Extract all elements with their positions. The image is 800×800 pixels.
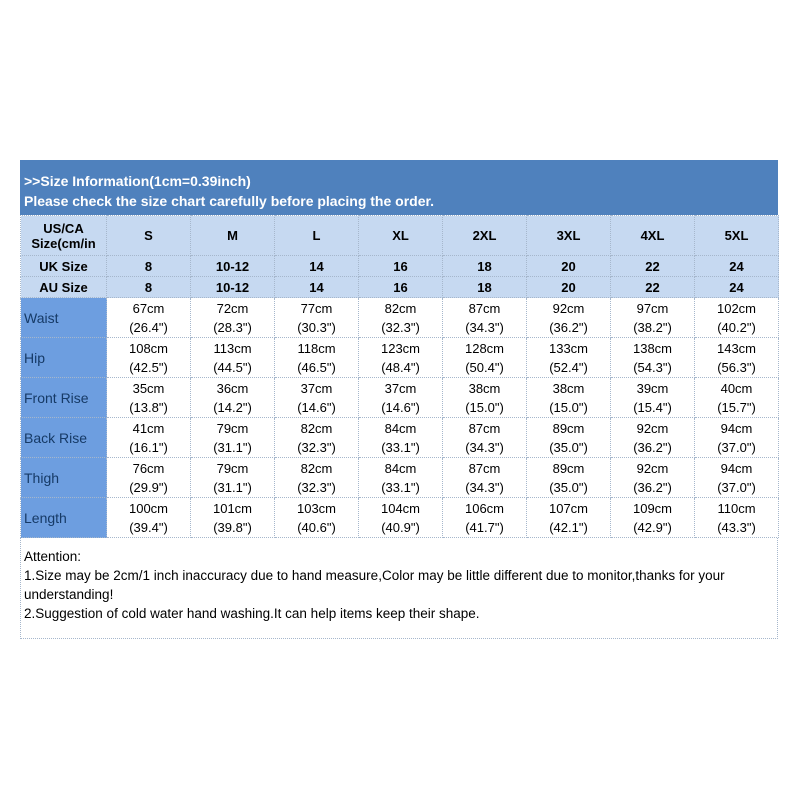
cm-value: 87cm: [468, 460, 501, 476]
size-cell: 5XL: [695, 216, 779, 256]
size-cell: XL: [359, 216, 443, 256]
inch-value: (56.3"): [717, 359, 756, 375]
measurement-cell: [443, 338, 527, 378]
cm-value: 102cm: [716, 300, 757, 316]
measurement-cell: [359, 378, 443, 418]
measurement-row: [21, 298, 779, 338]
cm-value: 82cm: [300, 460, 333, 476]
measurement-cell: [275, 378, 359, 418]
size-cell: L: [275, 216, 359, 256]
measurement-row: [21, 418, 779, 458]
measurement-cell: [611, 498, 695, 538]
inch-value: (15.0"): [549, 399, 588, 415]
inch-value: (14.6"): [297, 399, 336, 415]
measurement-cell: [107, 418, 191, 458]
inch-value: (33.1"): [381, 439, 420, 455]
inch-value: (15.4"): [633, 399, 672, 415]
cm-value: 82cm: [300, 420, 333, 436]
measurement-cell: [695, 298, 779, 338]
inch-value: (54.3"): [633, 359, 672, 375]
inch-value: (36.2"): [633, 479, 672, 495]
size-cell: S: [107, 216, 191, 256]
cm-value: 108cm: [128, 340, 169, 356]
size-cell: 8: [107, 277, 191, 298]
cm-value: 87cm: [468, 300, 501, 316]
measurement-cell: [107, 378, 191, 418]
size-row-label: AU Size: [21, 277, 107, 298]
size-cell: 14: [275, 277, 359, 298]
inch-value: (48.4"): [381, 359, 420, 375]
inch-value: (14.2"): [213, 399, 252, 415]
chart-header: [20, 160, 778, 215]
inch-value: (40.2"): [717, 319, 756, 335]
measurement-label: Hip: [21, 338, 107, 378]
cm-value: 118cm: [297, 340, 336, 356]
inch-value: (15.7"): [717, 399, 756, 415]
cm-value: 40cm: [720, 380, 753, 396]
cm-value: 109cm: [632, 500, 673, 516]
cm-value: 104cm: [380, 500, 421, 516]
inch-value: (29.9"): [129, 479, 168, 495]
measurement-cell: [359, 338, 443, 378]
measurement-cell: [107, 458, 191, 498]
cm-value: 89cm: [552, 420, 585, 436]
cm-value: 94cm: [720, 460, 753, 476]
measurement-cell: [191, 378, 275, 418]
cm-value: 133cm: [548, 340, 589, 356]
header-title: >>Size Information(1cm=0.39inch): [24, 173, 251, 189]
inch-value: (46.5"): [297, 359, 336, 375]
header-subtitle: Please check the size chart carefully before placing the order.: [24, 193, 435, 209]
size-cell: 20: [527, 256, 611, 277]
size-cell: 22: [611, 277, 695, 298]
measurement-cell: [191, 338, 275, 378]
attention-note-1: 1.Size may be 2cm/1 inch inaccuracy due to hand measure,Color may be little different due to monitor,thanks for your understanding!: [24, 568, 725, 602]
measurement-cell: [275, 498, 359, 538]
cm-value: 79cm: [216, 420, 249, 436]
measurement-row: [21, 338, 779, 378]
measurement-cell: [527, 418, 611, 458]
cm-value: 38cm: [552, 380, 585, 396]
size-cell: 14: [275, 256, 359, 277]
measurement-cell: [695, 418, 779, 458]
measurement-cell: [359, 498, 443, 538]
measurement-cell: [107, 498, 191, 538]
size-cell: 16: [359, 256, 443, 277]
inch-value: (34.3"): [465, 479, 504, 495]
inch-value: (40.9"): [381, 519, 420, 535]
inch-value: (26.4"): [129, 319, 168, 335]
measurement-cell: [611, 378, 695, 418]
size-cell: 3XL: [527, 216, 611, 256]
size-row: [21, 277, 779, 298]
cm-value: 97cm: [636, 300, 669, 316]
cm-value: 143cm: [716, 340, 757, 356]
cm-value: 82cm: [384, 300, 417, 316]
inch-value: (36.2"): [549, 319, 588, 335]
size-cell: M: [191, 216, 275, 256]
cm-value: 36cm: [216, 380, 249, 396]
size-cell: 4XL: [611, 216, 695, 256]
measurement-cell: [527, 498, 611, 538]
inch-value: (31.1"): [213, 479, 252, 495]
measurement-cell: [359, 458, 443, 498]
measurement-cell: [695, 378, 779, 418]
cm-value: 84cm: [384, 460, 417, 476]
cm-value: 100cm: [128, 500, 169, 516]
attention-title: Attention:: [24, 549, 82, 564]
measurement-cell: [443, 458, 527, 498]
inch-value: (36.2"): [633, 439, 672, 455]
cm-value: 128cm: [464, 340, 505, 356]
measurement-cell: [527, 458, 611, 498]
inch-value: (41.7"): [465, 519, 504, 535]
cm-value: 37cm: [300, 380, 333, 396]
measurement-cell: [611, 298, 695, 338]
cm-value: 89cm: [552, 460, 585, 476]
cm-value: 37cm: [384, 380, 417, 396]
size-cell: 8: [107, 256, 191, 277]
inch-value: (15.0"): [465, 399, 504, 415]
measurement-label: Front Rise: [21, 378, 107, 418]
measurement-cell: [527, 378, 611, 418]
cm-value: 107cm: [548, 500, 589, 516]
size-row-label: US/CA Size(cm/in: [21, 216, 107, 256]
measurement-cell: [191, 498, 275, 538]
inch-value: (52.4"): [549, 359, 588, 375]
measurement-row: [21, 378, 779, 418]
measurement-cell: [611, 418, 695, 458]
inch-value: (32.3"): [297, 479, 336, 495]
measurement-cell: [107, 338, 191, 378]
measurement-cell: [443, 498, 527, 538]
inch-value: (42.1"): [549, 519, 588, 535]
inch-value: (16.1"): [129, 439, 168, 455]
inch-value: (28.3"): [213, 319, 252, 335]
cm-value: 103cm: [296, 500, 337, 516]
inch-value: (32.3"): [297, 439, 336, 455]
inch-value: (42.5"): [129, 359, 168, 375]
measurement-cell: [191, 298, 275, 338]
cm-value: 123cm: [380, 340, 421, 356]
size-cell: 16: [359, 277, 443, 298]
measurement-label: Waist: [21, 298, 107, 338]
cm-value: 76cm: [132, 460, 165, 476]
measurement-cell: [611, 338, 695, 378]
inch-value: (35.0"): [549, 479, 588, 495]
cm-value: 39cm: [636, 380, 669, 396]
measurement-cell: [275, 418, 359, 458]
cm-value: 84cm: [384, 420, 417, 436]
size-cell: 2XL: [443, 216, 527, 256]
cm-value: 94cm: [720, 420, 753, 436]
inch-value: (44.5"): [213, 359, 252, 375]
measurement-cell: [527, 338, 611, 378]
size-cell: 22: [611, 256, 695, 277]
inch-value: (32.3"): [381, 319, 420, 335]
cm-value: 72cm: [216, 300, 249, 316]
inch-value: (35.0"): [549, 439, 588, 455]
inch-value: (43.3"): [717, 519, 756, 535]
cm-value: 41cm: [132, 420, 165, 436]
cm-value: 138cm: [632, 340, 673, 356]
measurement-cell: [695, 458, 779, 498]
measurement-row: [21, 498, 779, 538]
cm-value: 38cm: [468, 380, 501, 396]
inch-value: (14.6"): [381, 399, 420, 415]
inch-value: (37.0"): [717, 479, 756, 495]
measurement-row: [21, 458, 779, 498]
cm-value: 77cm: [300, 300, 333, 316]
cm-value: 92cm: [552, 300, 585, 316]
inch-value: (33.1"): [381, 479, 420, 495]
size-cell: 10-12: [191, 277, 275, 298]
inch-value: (37.0"): [717, 439, 756, 455]
inch-value: (40.6"): [297, 519, 336, 535]
measurement-cell: [107, 298, 191, 338]
measurement-label: Length: [21, 498, 107, 538]
measurement-label: Back Rise: [21, 418, 107, 458]
measurement-label: Thigh: [21, 458, 107, 498]
measurement-cell: [359, 418, 443, 458]
measurement-cell: [443, 418, 527, 458]
measurement-cell: [191, 418, 275, 458]
measurement-cell: [275, 458, 359, 498]
size-cell: 10-12: [191, 256, 275, 277]
size-cell: 18: [443, 256, 527, 277]
measurement-cell: [191, 458, 275, 498]
measurement-cell: [695, 338, 779, 378]
size-cell: 24: [695, 277, 779, 298]
measurement-cell: [359, 298, 443, 338]
cm-value: 92cm: [636, 460, 669, 476]
cm-value: 35cm: [132, 380, 165, 396]
inch-value: (34.3"): [465, 439, 504, 455]
inch-value: (34.3"): [465, 319, 504, 335]
inch-value: (30.3"): [297, 319, 336, 335]
size-row: [21, 216, 779, 256]
measurement-cell: [275, 298, 359, 338]
inch-value: (50.4"): [465, 359, 504, 375]
measurement-cell: [695, 498, 779, 538]
cm-value: 101cm: [212, 500, 253, 516]
cm-value: 87cm: [468, 420, 501, 436]
size-table: [20, 215, 779, 538]
size-row: [21, 256, 779, 277]
measurement-cell: [611, 458, 695, 498]
cm-value: 92cm: [636, 420, 669, 436]
size-cell: 20: [527, 277, 611, 298]
inch-value: (39.4"): [129, 519, 168, 535]
measurement-cell: [275, 338, 359, 378]
measurement-cell: [527, 298, 611, 338]
inch-value: (42.9"): [633, 519, 672, 535]
size-cell: 24: [695, 256, 779, 277]
cm-value: 110cm: [717, 500, 756, 516]
inch-value: (38.2"): [633, 319, 672, 335]
attention-notes: [20, 538, 778, 639]
size-row-label: UK Size: [21, 256, 107, 277]
size-chart: [20, 160, 778, 639]
size-cell: 18: [443, 277, 527, 298]
inch-value: (13.8"): [129, 399, 168, 415]
inch-value: (31.1"): [213, 439, 252, 455]
measurement-cell: [443, 378, 527, 418]
cm-value: 79cm: [216, 460, 249, 476]
cm-value: 106cm: [464, 500, 505, 516]
inch-value: (39.8"): [213, 519, 252, 535]
attention-note-2: 2.Suggestion of cold water hand washing.It can help items keep their shape.: [24, 606, 480, 621]
measurement-cell: [443, 298, 527, 338]
cm-value: 113cm: [213, 340, 252, 356]
cm-value: 67cm: [132, 300, 165, 316]
